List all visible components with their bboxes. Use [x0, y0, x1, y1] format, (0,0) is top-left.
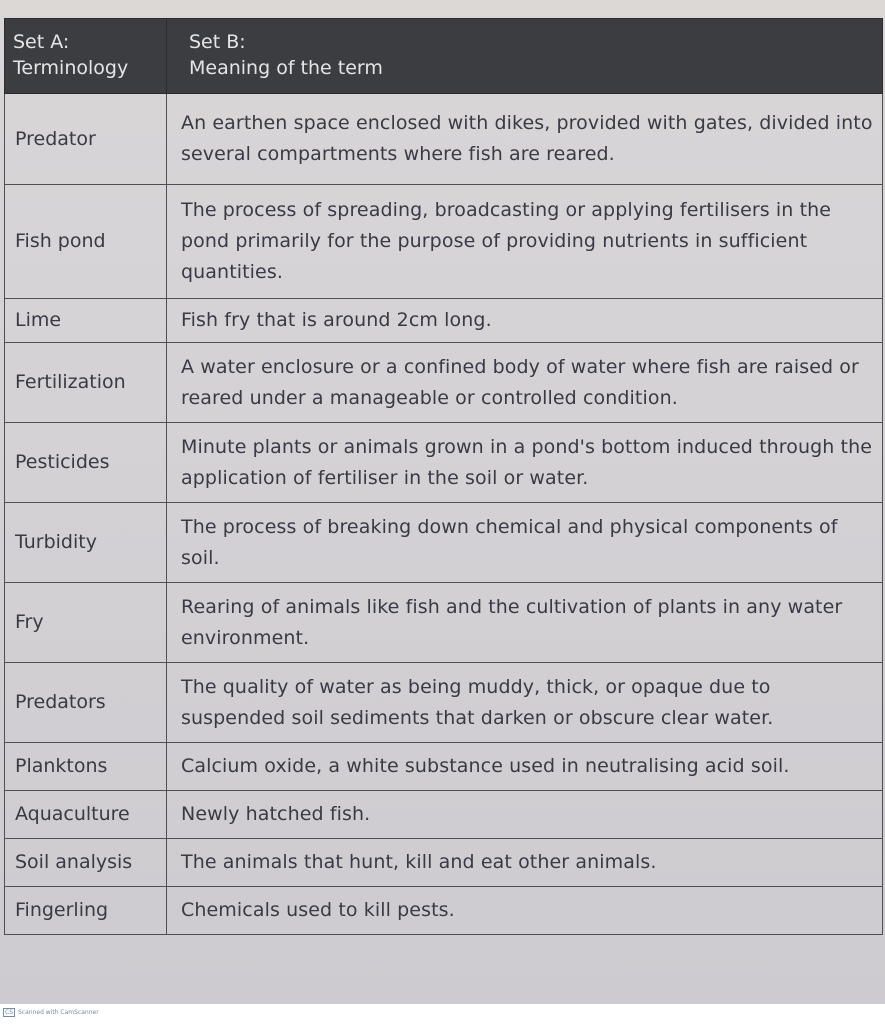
- table-row: [5, 94, 883, 185]
- scanner-logo-icon: CS: [5, 1009, 13, 1016]
- table-header-row: [5, 19, 883, 94]
- header-set-a-label: Set A:: [13, 31, 70, 53]
- table-row: [5, 583, 883, 663]
- term-cell: Fry: [5, 583, 167, 663]
- term-cell: Predator: [5, 94, 167, 185]
- table-row: [5, 791, 883, 839]
- meaning-cell: An earthen space enclosed with dikes, provided with gates, divided into several compartments where fish are reared.: [167, 94, 883, 185]
- term-cell: Predators: [5, 663, 167, 743]
- meaning-cell: The process of breaking down chemical and physical components of soil.: [167, 503, 883, 583]
- term-cell: Aquaculture: [5, 791, 167, 839]
- meaning-cell: Fish fry that is around 2cm long.: [167, 299, 883, 343]
- meaning-cell: A water enclosure or a confined body of water where fish are raised or reared under a manageable or controlled condition.: [167, 343, 883, 423]
- bottom-margin: [0, 1004, 885, 1024]
- meaning-cell: Rearing of animals like fish and the cultivation of plants in any water environment.: [167, 583, 883, 663]
- header-set-a: [5, 19, 167, 94]
- table-row: [5, 185, 883, 299]
- meaning-cell: The quality of water as being muddy, thick, or opaque due to suspended soil sediments that darken or obscure clear water.: [167, 663, 883, 743]
- term-cell: Fish pond: [5, 185, 167, 299]
- table-row: [5, 839, 883, 887]
- meaning-cell: Minute plants or animals grown in a pond's bottom induced through the application of fertiliser in the soil or water.: [167, 423, 883, 503]
- meaning-cell: Chemicals used to kill pests.: [167, 887, 883, 935]
- table-row: [5, 503, 883, 583]
- meaning-cell: Newly hatched fish.: [167, 791, 883, 839]
- term-cell: Lime: [5, 299, 167, 343]
- header-set-a-title: Terminology: [13, 57, 129, 79]
- top-margin: [0, 0, 885, 16]
- table-row: [5, 887, 883, 935]
- table-row: [5, 743, 883, 791]
- table-row: [5, 343, 883, 423]
- header-set-b-title: Meaning of the term: [189, 57, 383, 79]
- term-cell: Planktons: [5, 743, 167, 791]
- table-row: [5, 663, 883, 743]
- header-set-b: [167, 19, 883, 94]
- term-cell: Turbidity: [5, 503, 167, 583]
- table-row: [5, 423, 883, 503]
- meaning-cell: Calcium oxide, a white substance used in neutralising acid soil.: [167, 743, 883, 791]
- scanner-watermark: [3, 1008, 99, 1017]
- term-cell: Fingerling: [5, 887, 167, 935]
- meaning-cell: The process of spreading, broadcasting or applying fertilisers in the pond primarily for the purpose of providing nutrients in sufficient quantities.: [167, 185, 883, 299]
- meaning-cell: The animals that hunt, kill and eat other animals.: [167, 839, 883, 887]
- table-row: [5, 299, 883, 343]
- scanner-text: Scanned with CamScanner: [18, 1009, 99, 1016]
- terminology-matching-table: [4, 18, 883, 935]
- term-cell: Pesticides: [5, 423, 167, 503]
- header-set-b-label: Set B:: [189, 31, 246, 53]
- term-cell: Soil analysis: [5, 839, 167, 887]
- term-cell: Fertilization: [5, 343, 167, 423]
